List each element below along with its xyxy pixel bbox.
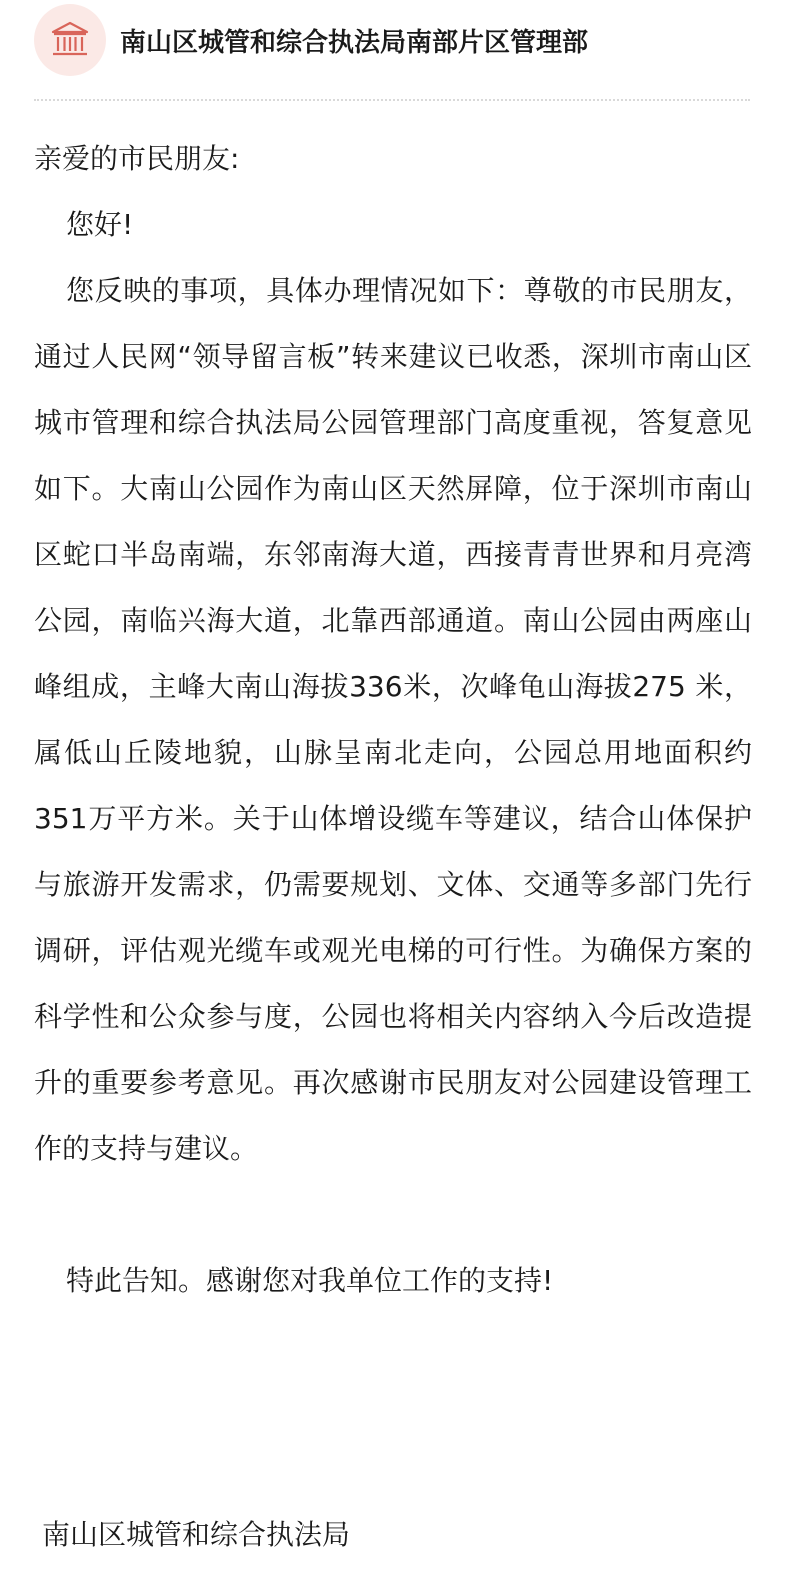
avatar[interactable] (34, 4, 106, 76)
letter-closing: 特此告知。感谢您对我单位工作的支持! (66, 1264, 554, 1297)
dotted-divider (34, 99, 750, 101)
organization-name[interactable]: 南山区城管和综合执法局南部片区管理部 (120, 27, 589, 58)
letter-signature: 南山区城管和综合执法局 (42, 1518, 351, 1551)
letter-greeting: 您好! (66, 208, 134, 241)
government-building-icon (50, 20, 90, 60)
letter-body: 您反映的事项，具体办理情况如下：尊敬的市民朋友，通过人民网“领导留言板”转来建议已收悉，深圳市南山区城市管理和综合执法局公园管理部门高度重视，答复意见如下。大南山公园作为南山区天然屏障，位于深圳市南山区蛇口半岛南端，东邻南海大道，西接青青世界和月亮湾公园，南临兴海大道，北靠西部通道。南山公园由两座山峰组成，主峰大南山海拔336米，次峰龟山海拔275 米，属低山丘陵地貌，山脉呈南北走向，公园总用地面积约351万平方米。关于山体增设缆车等建议，结合山体保护与旅游开发需求，仍需要规划、文体、交通等多部门先行调研，评估观光缆车或观光电梯的可行性。为确保方案的科学性和公众参与度，公园也将相关内容纳入今后改造提升的重要参考意见。再次感谢市民朋友对公园建设管理工作的支持与建议。 (34, 274, 752, 1165)
letter-content (34, 126, 752, 1314)
header (34, 0, 754, 80)
blank-line (34, 1182, 752, 1248)
letter-salutation: 亲爱的市民朋友: (34, 142, 240, 175)
